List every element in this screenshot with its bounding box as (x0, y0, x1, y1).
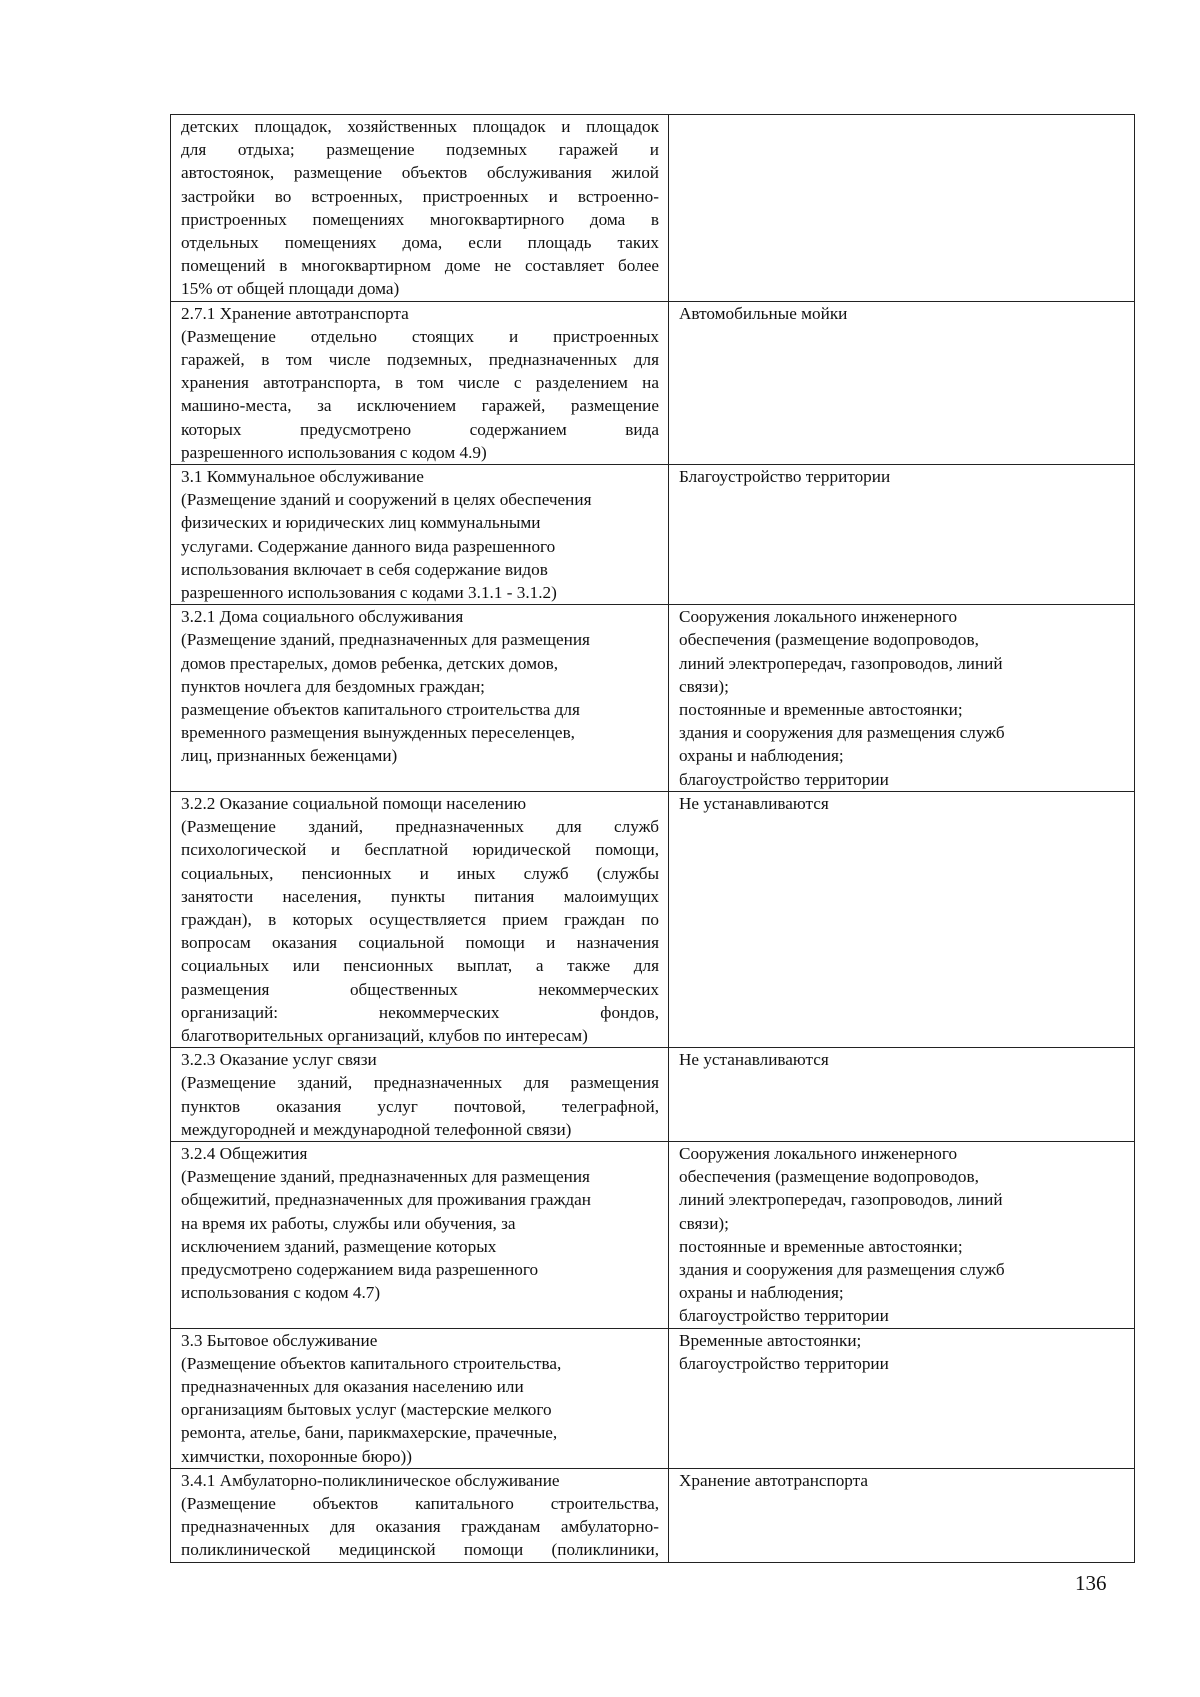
cell-line: 3.2.3 Оказание услуг связи (181, 1050, 377, 1070)
cell-line: помещений в многоквартирном доме не составляет более (181, 256, 659, 276)
cell-line: Благоустройство территории (679, 467, 891, 487)
table-row (171, 465, 1135, 605)
cell-line: которых предусмотрено содержанием вида (181, 419, 659, 439)
land-use-type-cell (171, 1328, 669, 1468)
auxiliary-use-cell (669, 465, 1135, 605)
auxiliary-use-cell (669, 1141, 1135, 1328)
cell-line: охраны и наблюдения; (679, 1283, 844, 1303)
cell-line: (Размещение объектов капитального строительства, (181, 1353, 562, 1373)
auxiliary-use-cell (669, 115, 1135, 302)
cell-line: отдельных помещениях дома, если площадь таких (181, 233, 659, 253)
cell-line: 3.1 Коммунальное обслуживание (181, 467, 424, 487)
cell-line: физических и юридических лиц коммунальными (181, 513, 541, 533)
cell-line: социальных или пенсионных выплат, а также для (181, 956, 659, 976)
cell-line: линий электропередач, газопроводов, линий (679, 653, 1003, 673)
cell-line: домов престарелых, домов ребенка, детских домов, (181, 653, 559, 673)
cell-line: на время их работы, службы или обучения, за (181, 1213, 516, 1233)
land-use-type-cell (171, 605, 669, 792)
cell-line: 3.2.1 Дома социального обслуживания (181, 607, 464, 627)
cell-line: 15% от общей площади дома) (181, 279, 400, 299)
cell-line: охраны и наблюдения; (679, 746, 844, 766)
table-row (171, 1468, 1135, 1562)
cell-line: исключением зданий, размещение которых (181, 1236, 497, 1256)
cell-line: постоянные и временные автостоянки; (679, 700, 963, 720)
auxiliary-use-cell (669, 1468, 1135, 1562)
cell-line: 3.2.4 Общежития (181, 1143, 308, 1163)
cell-line: (Размещение зданий и сооружений в целях обеспечения (181, 490, 592, 510)
cell-line: автостоянок, размещение объектов обслуживания жилой (181, 163, 659, 183)
cell-line: химчистки, похоронные бюро)) (181, 1446, 412, 1466)
cell-line: благотворительных организаций, клубов по интересам) (181, 1025, 588, 1045)
cell-line: пристроенных помещениях многоквартирного дома в (181, 209, 659, 229)
cell-line: обеспечения (размещение водопроводов, (679, 630, 979, 650)
cell-line: (Размещение зданий, предназначенных для служб (181, 817, 659, 837)
cell-line: Временные автостоянки; (679, 1330, 862, 1350)
cell-line: предназначенных для оказания гражданам амбулаторно- (181, 1517, 659, 1537)
cell-line: машино-места, за исключением гаражей, размещение (181, 396, 659, 416)
cell-line: занятости населения, пункты питания малоимущих (181, 886, 659, 906)
cell-line: связи); (679, 1213, 729, 1233)
cell-line: вопросам оказания социальной помощи и назначения (181, 933, 659, 953)
cell-line: предусмотрено содержанием вида разрешенного (181, 1259, 539, 1279)
cell-line: (Размещение отдельно стоящих и пристроенных (181, 326, 659, 346)
cell-line: временного размещения вынужденных переселенцев, (181, 723, 575, 743)
cell-line: хранения автотранспорта, в том числе с разделением на (181, 373, 659, 393)
cell-line: благоустройство территории (679, 1353, 889, 1373)
auxiliary-use-cell (669, 301, 1135, 464)
cell-line: 3.3 Бытовое обслуживание (181, 1330, 378, 1350)
cell-line: Сооружения локального инженерного (679, 607, 958, 627)
land-use-type-cell (171, 1048, 669, 1142)
cell-line: лиц, признанных беженцами) (181, 746, 398, 766)
table-row (171, 605, 1135, 792)
cell-line: социальных, пенсионных и иных служб (службы (181, 863, 659, 883)
cell-line: разрешенного использования с кодом 4.9) (181, 442, 487, 462)
cell-line: использования с кодом 4.7) (181, 1283, 381, 1303)
auxiliary-use-cell (669, 791, 1135, 1047)
cell-line: междугородней и международной телефонной связи) (181, 1119, 572, 1139)
cell-line: граждан), в которых осуществляется прием граждан по (181, 909, 659, 929)
land-use-type-cell (171, 301, 669, 464)
cell-line: Не устанавливаются (679, 793, 829, 813)
cell-line: благоустройство территории (679, 769, 889, 789)
land-use-type-cell (171, 1141, 669, 1328)
land-use-type-cell (171, 465, 669, 605)
table-body (171, 115, 1135, 1563)
cell-line: для отдыха; размещение подземных гаражей и (181, 140, 659, 160)
cell-line: размещение объектов капитального строительства для (181, 700, 580, 720)
cell-line: ремонта, ателье, бани, парикмахерские, прачечные, (181, 1423, 558, 1443)
cell-line: гаражей, в том числе подземных, предназначенных для (181, 350, 659, 370)
cell-line: здания и сооружения для размещения служб (679, 1259, 1005, 1279)
cell-line: услугами. Содержание данного вида разрешенного (181, 536, 556, 556)
land-use-type-cell (171, 115, 669, 302)
auxiliary-use-cell (669, 605, 1135, 792)
cell-line: здания и сооружения для размещения служб (679, 723, 1005, 743)
cell-line: общежитий, предназначенных для проживания граждан (181, 1190, 591, 1210)
table-row (171, 115, 1135, 302)
cell-line: (Размещение зданий, предназначенных для размещения (181, 1167, 590, 1187)
auxiliary-use-cell (669, 1328, 1135, 1468)
cell-line: пунктов ночлега для бездомных граждан; (181, 676, 485, 696)
cell-line: постоянные и временные автостоянки; (679, 1236, 963, 1256)
cell-line: детских площадок, хозяйственных площадок и площадок (181, 117, 659, 136)
cell-line: предназначенных для оказания населению или (181, 1376, 524, 1396)
table-row (171, 791, 1135, 1047)
cell-line: психологической и бесплатной юридической помощи, (181, 840, 659, 860)
cell-line: организаций: некоммерческих фондов, (181, 1002, 659, 1022)
cell-line: использования включает в себя содержание видов (181, 559, 548, 579)
cell-line: 3.2.2 Оказание социальной помощи населению (181, 793, 527, 813)
cell-line: благоустройство территории (679, 1306, 889, 1326)
cell-line: Не устанавливаются (679, 1050, 829, 1070)
cell-line: поликлинической медицинской помощи (поликлиники, (181, 1540, 659, 1560)
cell-line: линий электропередач, газопроводов, линий (679, 1190, 1003, 1210)
regulation-table (170, 114, 1135, 1563)
cell-line: организациям бытовых услуг (мастерские мелкого (181, 1400, 552, 1420)
cell-line: Хранение автотранспорта (679, 1470, 869, 1490)
cell-line: обеспечения (размещение водопроводов, (679, 1167, 979, 1187)
table-row (171, 301, 1135, 464)
cell-line: (Размещение объектов капитального строительства, (181, 1493, 659, 1513)
cell-line: разрешенного использования с кодами 3.1.1 - 3.1.2) (181, 583, 557, 603)
table-row (171, 1141, 1135, 1328)
cell-line: (Размещение зданий, предназначенных для размещения (181, 630, 590, 650)
table-row (171, 1328, 1135, 1468)
page-number: 136 (1075, 1571, 1107, 1595)
land-use-type-cell (171, 1468, 669, 1562)
cell-line: застройки во встроенных, пристроенных и встроенно- (181, 186, 659, 206)
cell-line: Автомобильные мойки (679, 303, 848, 323)
cell-line: 2.7.1 Хранение автотранспорта (181, 303, 409, 323)
cell-line: размещения общественных некоммерческих (181, 979, 659, 999)
land-use-type-cell (171, 791, 669, 1047)
cell-line: (Размещение зданий, предназначенных для размещения (181, 1073, 659, 1093)
table-row (171, 1048, 1135, 1142)
auxiliary-use-cell (669, 1048, 1135, 1142)
cell-line: пунктов оказания услуг почтовой, телеграфной, (181, 1096, 659, 1116)
cell-line: связи); (679, 676, 729, 696)
cell-line: 3.4.1 Амбулаторно-поликлиническое обслуживание (181, 1470, 560, 1490)
cell-line: Сооружения локального инженерного (679, 1143, 958, 1163)
